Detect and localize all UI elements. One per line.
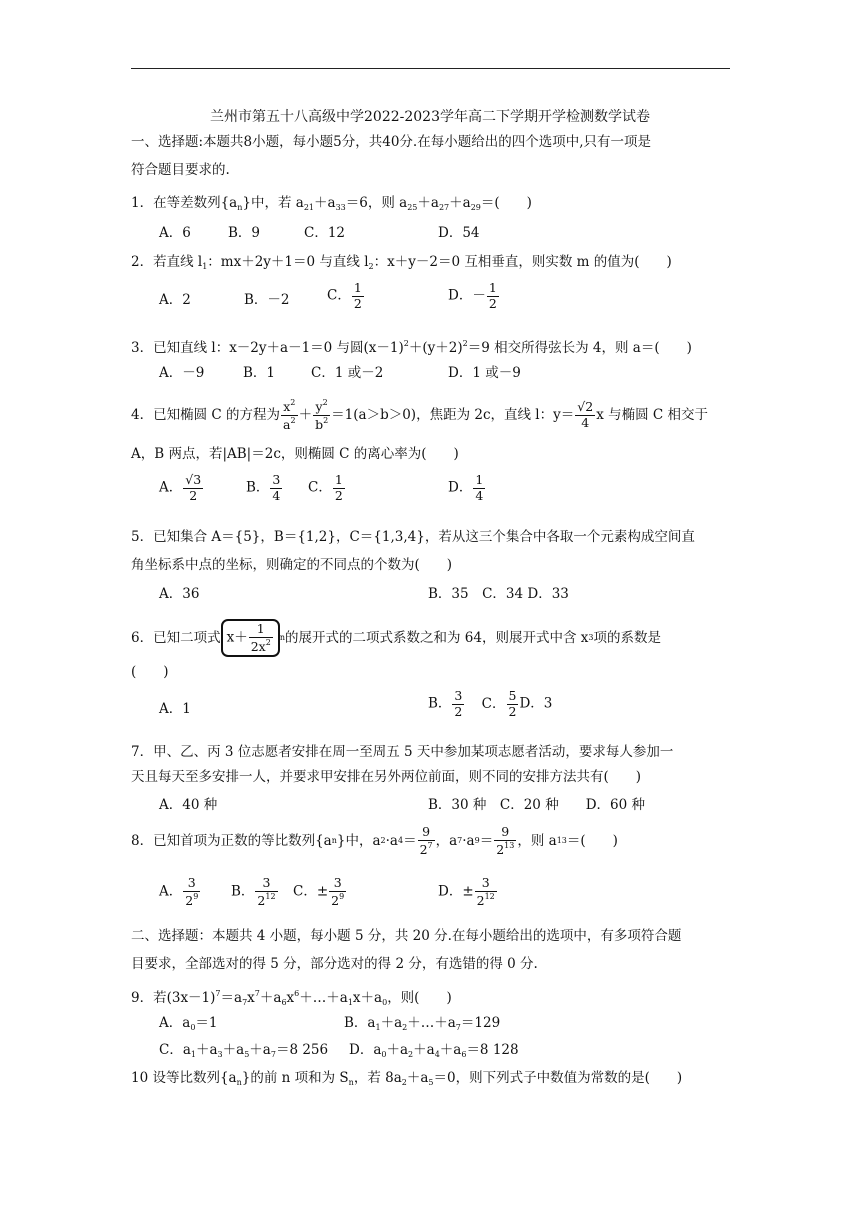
q7-option-bcd: B．30 种 C．20 种 D．60 种: [428, 797, 645, 813]
q2-option-d: D．－ $\frac{1}{2}$: [448, 280, 497, 311]
question-6-stem: 6．已知二项式 x＋ $\frac{1}{2x^2}$ n 的展开式的二项式系数之和为 64，则展开式中含 x 3 项的系数是: [131, 613, 661, 663]
q6-option-bcd: B． $\frac{3}{2}$ C． $\frac{5}{2}$ D．3: [428, 688, 553, 719]
fraction-y2-b2: $\frac{y^2}{b^2}$: [315, 398, 329, 432]
header-rule: [131, 68, 730, 69]
question-4-stem-line2: A，B 两点，若|AB|＝2c，则椭圆 C 的离心率为( ): [131, 446, 459, 462]
fraction: $\frac{3}{2^9}$: [331, 875, 345, 908]
fraction: $\frac{1}{4}$: [475, 472, 484, 503]
question-5-line1: 5．已知集合 A＝{5}，B＝{1,2}，C＝{1,3,4}，若从这三个集合中各取一个元素构成空间直: [131, 529, 695, 545]
q7-option-a: A．40 种: [159, 797, 218, 813]
fraction: $\frac{3}{2^9}$: [185, 875, 199, 908]
question-7-line2: 天且每天至多安排一人，并要求甲安排在另外两位前面，则不同的安排方法共有( ): [131, 769, 642, 785]
section2-line1: 二、选择题：本题共 4 小题，每小题 5 分，共 20 分.在每小题给出的选项中，有多项符合题: [131, 928, 682, 944]
fraction: $\frac{1}{2}$: [334, 472, 343, 503]
question-6-line2: ( ): [131, 664, 169, 680]
q4-option-c: C． $\frac{1}{2}$: [308, 472, 343, 503]
q2-option-c: C． $\frac{1}{2}$: [327, 280, 362, 311]
q4-option-d: D． $\frac{1}{4}$: [448, 472, 484, 503]
binomial-bracket: x＋ $\frac{1}{2x^2}$: [221, 619, 280, 657]
question-5-line2: 角坐标系中点的坐标，则确定的不同点的个数为( ): [131, 557, 453, 573]
fraction: $\frac{√3}{2}$: [185, 472, 202, 503]
fraction-sqrt2-4: $\frac{√2}{4}$: [577, 399, 594, 430]
fraction: $\frac{1}{2}$: [488, 280, 497, 311]
question-7-line1: 7．甲、乙、丙 3 位志愿者安排在周一至周五 5 天中参加某项志愿者活动，要求每人参加一: [131, 744, 674, 760]
fraction: $\frac{3}{2^{12}}$: [257, 875, 276, 908]
q9-option-a: A．$a_0=1$: [159, 1015, 218, 1032]
fraction: $\frac{9}{2^{13}}$: [496, 824, 515, 857]
q8-option-a: A． $\frac{3}{2^9}$: [159, 875, 199, 908]
q4-option-b: B． $\frac{3}{4}$: [246, 472, 281, 503]
q8-option-b: B． $\frac{3}{2^{12}}$: [231, 875, 276, 908]
q1-option-d: D．54: [438, 225, 480, 241]
question-4-stem: 4．已知椭圆 C 的方程为 $\frac{x^2}{a^2}$ ＋ $\frac{y^2}{b^2}$ ＝1(a＞b＞0)，焦距为 2c，直线 l：y＝ $\frac{√2}{4}$ x 与椭圆 C 相交于: [131, 398, 709, 432]
fraction: $\frac{3}{4}$: [272, 472, 281, 503]
question-1-stem: 1．在等差数列$\{a_n\}$中，若 $a_{21}+a_{33}=6$，则 $a_{25}+a_{27}+a_{29}=$( ): [131, 195, 532, 212]
page-title: 兰州市第五十八高级中学2022-2023学年高二下学期开学检测数学试卷: [210, 109, 650, 125]
q9-option-c: C．$a_1+a_3+a_5+a_7=8$ 256: [159, 1042, 329, 1059]
section2-line2: 目要求，全部选对的得 5 分，部分选对的得 2 分，有选错的得 0 分.: [131, 956, 538, 972]
q6-option-a: A．1: [159, 701, 191, 717]
fraction: $\frac{3}{2^{12}}$: [476, 875, 495, 908]
q3-option-b: B．1: [243, 365, 276, 381]
question-3-stem: 3．已知直线 l：x－2y＋a－1＝0 与圆$(x-1)^2+(y+2)^2=9$ 相交所得弦长为 4，则 a＝( ): [131, 339, 692, 356]
fraction: $\frac{9}{2^7}$: [419, 824, 433, 857]
q9-option-d: D．$a_0+a_2+a_4+a_6=8$ 128: [349, 1042, 519, 1059]
q5-option-a: A．36: [159, 586, 200, 602]
q1-option-a: A．6: [159, 225, 191, 241]
question-8-stem: 8．已知首项为正数的等比数列{a n }中，a 2 ·a 4 ＝ $\frac{9}{2^7}$ ，a 7 ·a 9 ＝ $\frac{9}{2^{13}}$ ，则 a 13 ＝( ): [131, 824, 618, 857]
fraction-x2-a2: $\frac{x^2}{a^2}$: [283, 398, 296, 432]
q8-option-c: C．± $\frac{3}{2^9}$: [293, 875, 345, 908]
fraction: $\frac{1}{2}$: [353, 280, 362, 311]
q9-option-b: B．$a_1+a_2+\dots+a_7=129$: [344, 1015, 501, 1032]
q5-option-bcd: B．35 C．34 D．33: [428, 586, 569, 602]
q4-option-a: A． $\frac{√3}{2}$: [159, 472, 202, 503]
fraction: $\frac{1}{2x^2}$: [250, 621, 271, 654]
q2-option-b: B．－2: [244, 292, 290, 308]
q3-option-d: D．1 或－9: [448, 365, 521, 381]
fraction: $\frac{3}{2}$: [454, 688, 463, 719]
q3-option-a: A．－9: [159, 365, 205, 381]
fraction: $\frac{5}{2}$: [508, 688, 517, 719]
q3-option-c: C．1 或－2: [311, 365, 384, 381]
question-2-stem: 2．若直线 $l_1$：mx＋2y＋1＝0 与直线 $l_2$：x＋y－2＝0 互相垂直，则实数 m 的值为( ): [131, 254, 672, 271]
section1-line2: 符合题目要求的.: [131, 162, 230, 178]
q1-option-c: C．12: [304, 225, 346, 241]
q2-option-a: A．2: [159, 292, 191, 308]
question-9-stem: 9．若$(3x-1)^7=a_7x^7+a_6x^6+\dots+a_1x+a_0$，则( ): [131, 989, 452, 1007]
section1-line1: 一、选择题:本题共8小题，每小题5分，共40分.在每小题给出的四个选项中,只有一项是: [131, 134, 651, 150]
question-10-stem: 10 设等比数列$\{a_n\}$的前 n 项和为 $S_n$，若 $8a_2+a_5=0$，则下列式子中数值为常数的是( ): [131, 1070, 683, 1087]
q1-option-b: B．9: [228, 225, 261, 241]
q8-option-d: D．± $\frac{3}{2^{12}}$: [438, 875, 495, 908]
